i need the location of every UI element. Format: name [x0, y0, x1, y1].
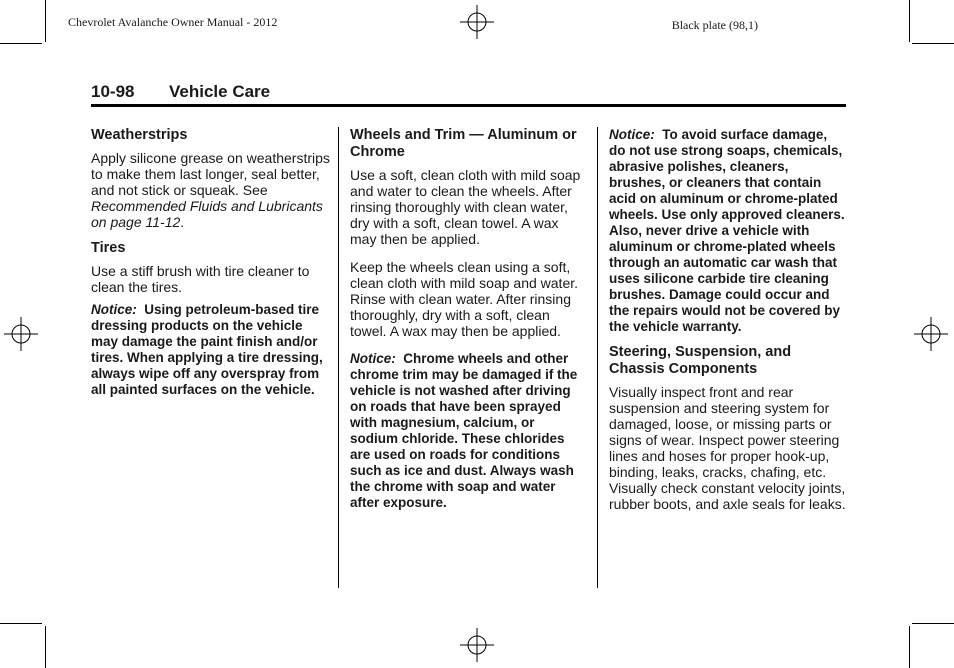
page-number: 10-98 [91, 82, 135, 101]
surface-damage-notice [609, 127, 847, 335]
notice-label: Notice: [91, 302, 137, 317]
notice-label: Notice: [350, 351, 396, 366]
column-1 [91, 127, 331, 405]
registration-mark-left-icon [4, 317, 38, 351]
column-3 [609, 127, 847, 519]
steering-heading: Steering, Suspension, and Chassis Components [609, 344, 792, 377]
steering-paragraph: Visually inspect front and rear suspension and steering system for damaged, loose, or missing parts or signs of wear. Inspect power steering lines and hoses for proper hook-up, binding, leaks, cracks, chafing, etc. Visually check constant velocity joints, rubber boots, and axle seals for leaks. [609, 384, 846, 512]
tires-notice [91, 302, 331, 398]
tires-notice-text: Using petroleum-based tire dressing products on the vehicle may damage the paint finish and/or tires. When applying a tire dressing, always wipe off any overspray from all painted surfaces on the vehicle. [91, 302, 323, 397]
wheels-notice [350, 351, 586, 511]
wheels-notice-text: Chrome wheels and other chrome trim may be damaged if the vehicle is not washed after driving on roads that have been sprayed with magnesium, calcium, or sodium chloride. These chlorides are used on roads for conditions such as ice and dust. Always wash the chrome with soap and water after exposure. [350, 351, 578, 510]
registration-mark-top-icon [460, 5, 494, 39]
weatherstrips-text: Apply silicone grease on weatherstrips to make them last longer, seal better, and not stick or squeak. See [91, 150, 330, 198]
document-title: Chevrolet Avalanche Owner Manual - 2012 [68, 15, 278, 29]
wheels-paragraph-1: Use a soft, clean cloth with mild soap and water to clean the wheels. After rinsing thoroughly with clean water, dry with a soft, clean towel. A wax may then be applied. [350, 167, 581, 247]
crop-mark-tl-v [45, 0, 46, 42]
plate-label: Black plate (98,1) [671, 18, 758, 32]
notice-label: Notice: [609, 127, 655, 142]
weatherstrips-heading: Weatherstrips [91, 127, 188, 143]
column-divider-2 [597, 127, 598, 588]
wheels-heading: Wheels and Trim — Aluminum or Chrome [350, 127, 577, 160]
crop-mark-tl-h [0, 43, 42, 44]
crop-mark-tr-v [909, 0, 910, 42]
crop-mark-tr-h [912, 43, 954, 44]
column-2 [350, 127, 586, 518]
registration-mark-right-icon [914, 317, 948, 351]
column-divider-1 [338, 127, 339, 588]
crop-mark-bl-v [45, 626, 46, 668]
tires-heading: Tires [91, 240, 126, 256]
wheels-paragraph-2: Keep the wheels clean using a soft, clean cloth with mild soap and water. Rinse with clean water. After rinsing thoroughly, dry with a soft, clean towel. A wax may then be applied. [350, 259, 579, 339]
section-title: Vehicle Care [169, 82, 271, 101]
weatherstrips-paragraph [91, 150, 331, 230]
tires-paragraph: Use a stiff brush with tire cleaner to clean the tires. [91, 263, 310, 295]
surface-damage-notice-text: To avoid surface damage, do not use strong soaps, chemicals, abrasive polishes, cleaners, brushes, or cleaners that contain acid on aluminum or chrome-plated wheels. Use only approved cleaners. Also, never drive a vehicle with aluminum or chrome-plated wheels through an automatic car wash that uses silicone carbide tire cleaning brushes. Damage could occur and the repairs would not be covered by the vehicle warranty. [609, 127, 845, 334]
weatherstrips-reference-link[interactable]: Recommended Fluids and Lubricants on page 11-12 [91, 198, 323, 230]
page-header [91, 80, 846, 107]
crop-mark-br-v [909, 626, 910, 668]
registration-mark-bottom-icon [460, 628, 494, 662]
crop-mark-bl-h [0, 623, 42, 624]
crop-mark-br-h [912, 623, 954, 624]
weatherstrips-end: . [180, 214, 185, 230]
